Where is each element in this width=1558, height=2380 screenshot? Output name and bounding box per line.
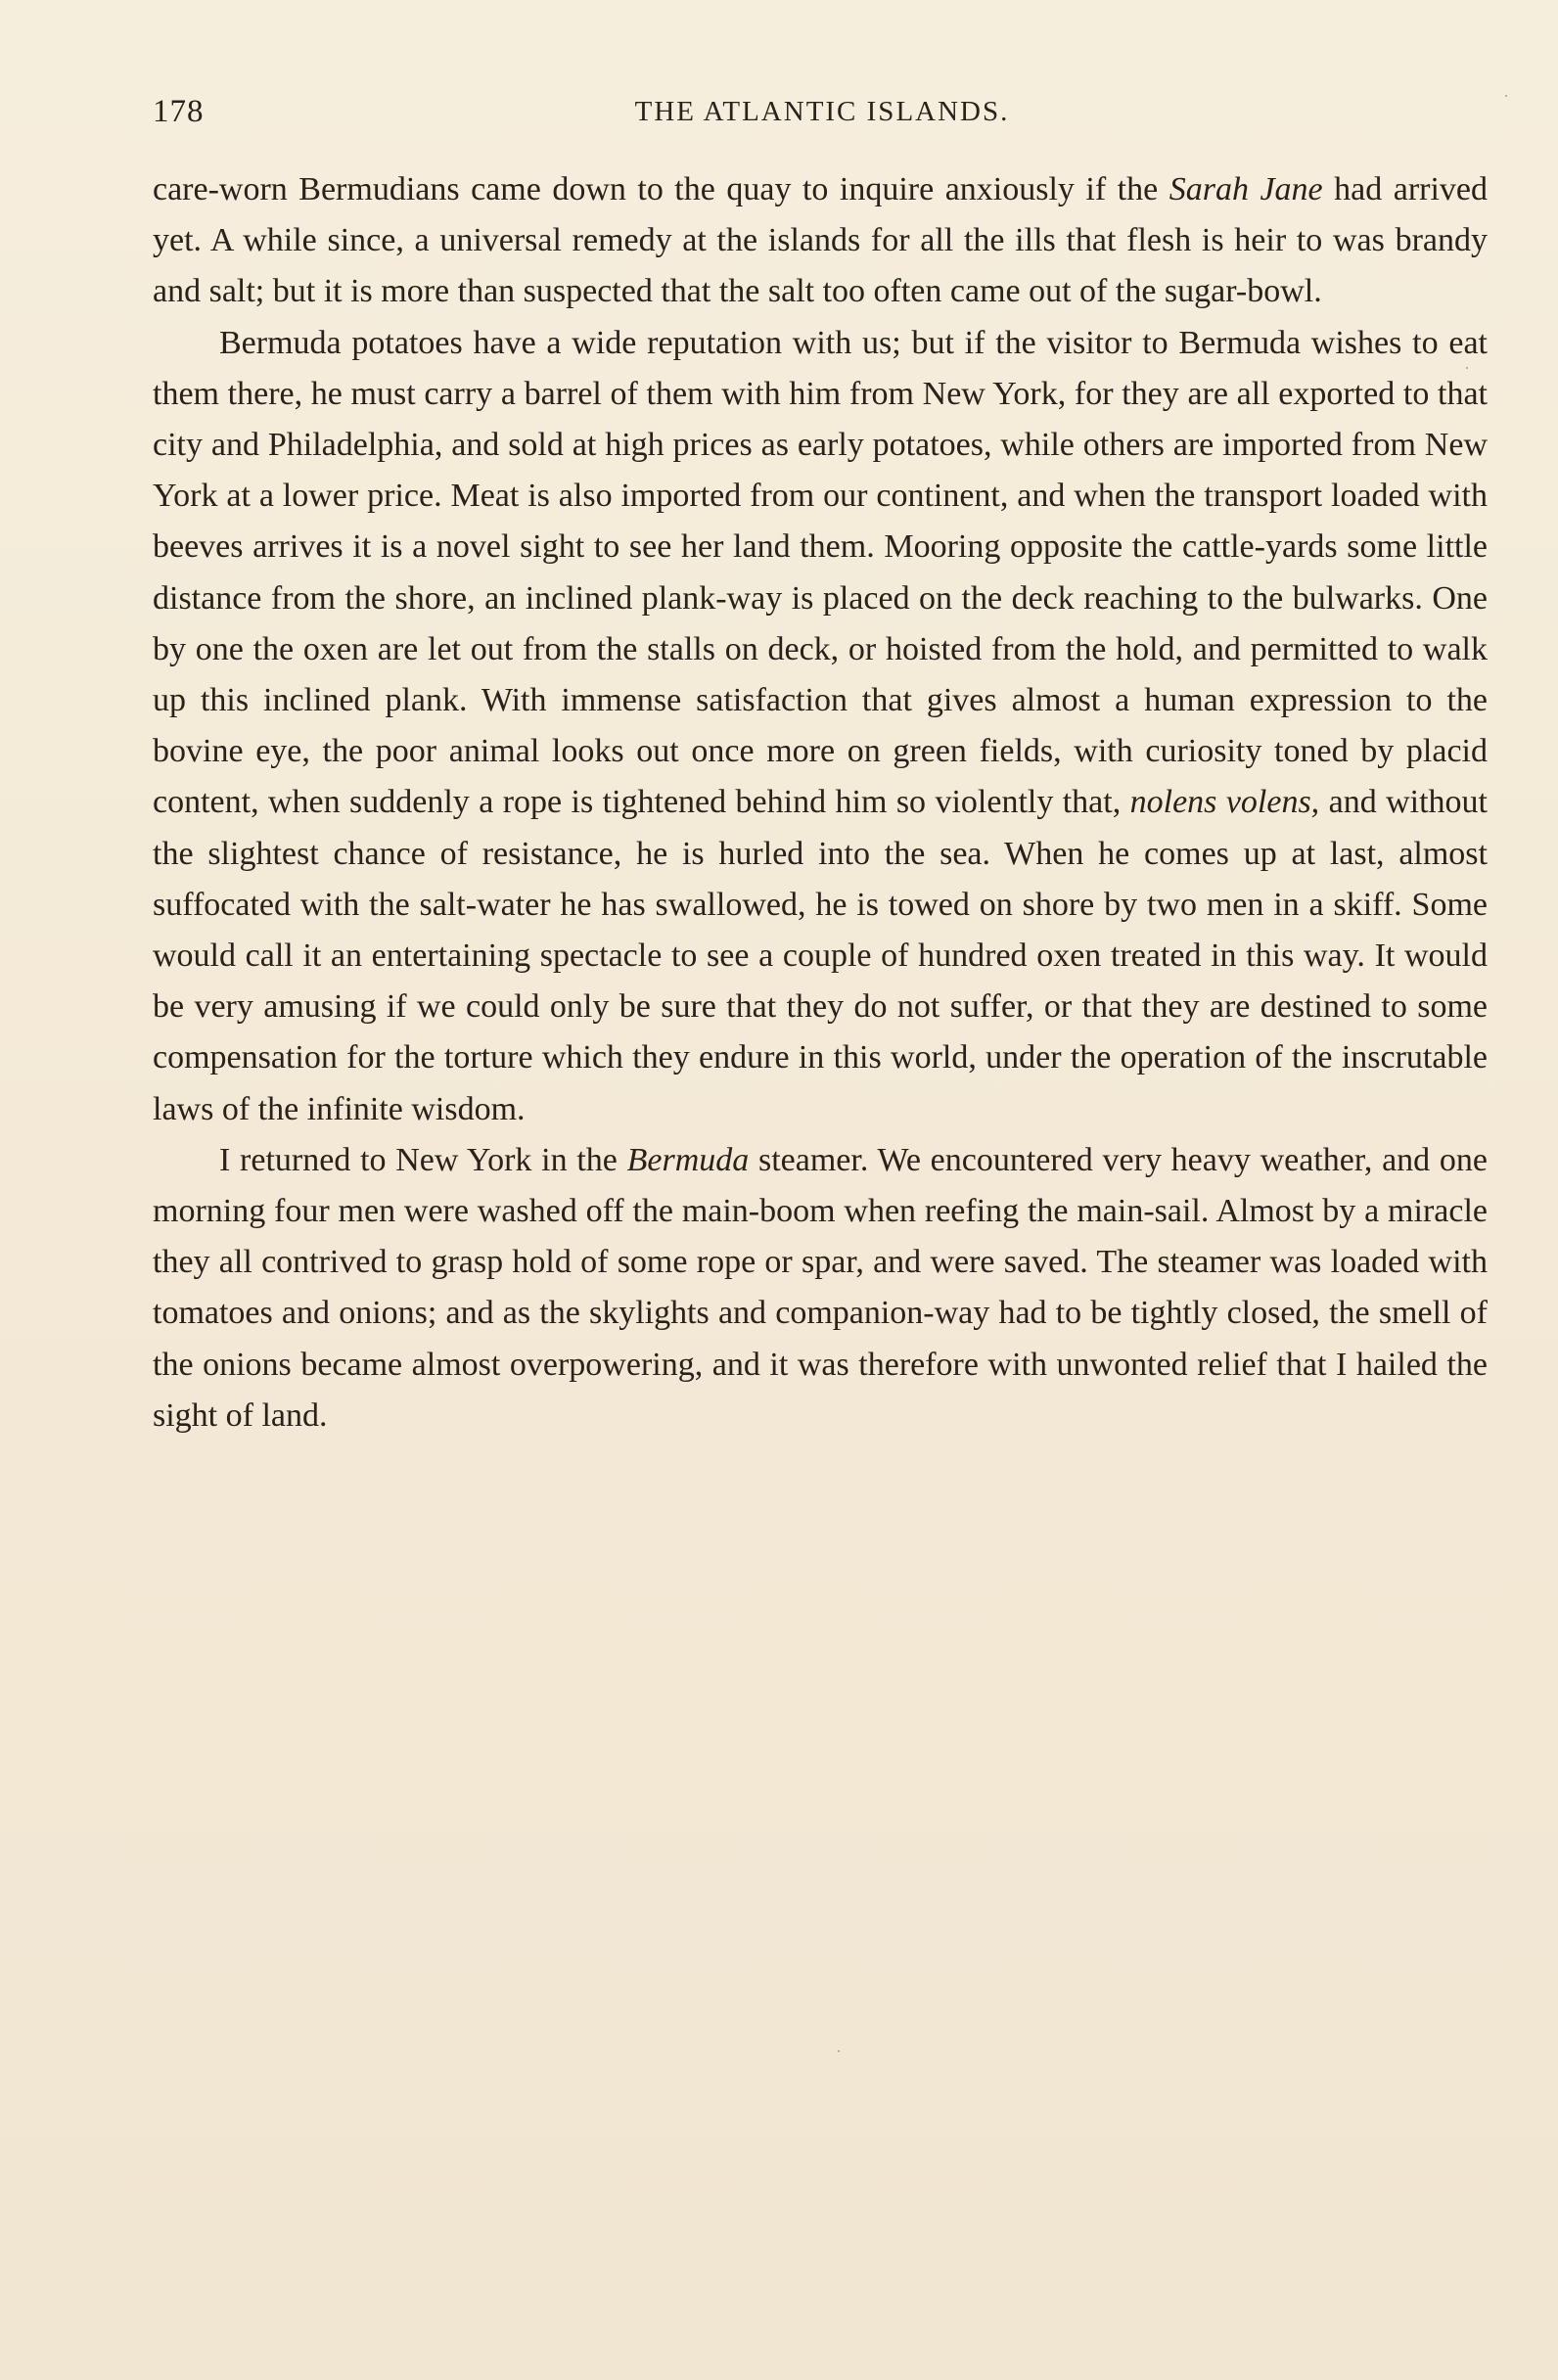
page-header bbox=[153, 94, 1491, 137]
paragraph bbox=[153, 318, 1488, 1135]
body-text bbox=[153, 164, 1488, 1442]
text-segment: care-worn Bermudians came down to the quay to inquire anxiously if the bbox=[153, 171, 1169, 207]
text-segment: Bermuda potatoes have a wide reputation with us; but if the visitor to Bermuda wishes to eat them there, he must carry a barrel of them with him from New York, for they are all exported to that city and Philadelphia, and sold at high prices as early potatoes, while others are imported from New York at a lower price. Meat is also imported from our continent, and when the transport loaded with beeves arrives it is a novel sight to see her land them. Mooring opposite the cattle-yards some little distance from the shore, an inclined plank-way is placed on the deck reaching to the bulwarks. One by one the oxen are let out from the stalls on deck, or hoisted from the hold, and permitted to walk up this inclined plank. With immense satisfaction that gives almost a human expression to the bovine eye, the poor animal looks out once more on green fields, with curiosity toned by placid content, when suddenly a rope is tightened behind him so violently that, bbox=[153, 324, 1488, 821]
italic-text: nolens volens, bbox=[1129, 784, 1320, 821]
italic-text: Sarah Jane bbox=[1168, 171, 1323, 207]
ink-speck: · bbox=[1464, 358, 1470, 378]
page-number: 178 bbox=[153, 94, 205, 129]
italic-text: Bermuda bbox=[626, 1141, 750, 1178]
ink-speck: · bbox=[1503, 86, 1509, 106]
paragraph bbox=[153, 164, 1488, 318]
text-segment: I returned to New York in the bbox=[219, 1141, 627, 1178]
ink-speck: · bbox=[836, 2041, 842, 2061]
text-segment: and without the slightest chance of resistance, he is hurled into the sea. When he comes up at last, almost suffocated with the salt-water he has swallowed, he is towed on shore by two men in a skiff. Some would call it an entertaining spectacle to see a couple of hundred oxen treated in this way. It would be very amusing if we could only be sure that they do not suffer, or that they are destined to some compensation for the torture which they endure in this world, under the operation of the inscrutable laws of the infinite wisdom. bbox=[153, 784, 1488, 1127]
text-segment: steamer. We encountered very heavy weather, and one morning four men were washed off the main-boom when reefing the main-sail. Almost by a miracle they all contrived to grasp hold of some rope or spar, and were saved. The steamer was loaded with tomatoes and onions; and as the skylights and companion-way had to be tightly closed, the smell of the onions became almost overpowering, and it was therefore with unwonted relief that I hailed the sight of land. bbox=[153, 1141, 1488, 1434]
text-segment: had arrived yet. A while since, a universal remedy at the islands for all the ills that flesh is heir to was brandy and salt; but it is more than suspected that the salt too often came out of the sugar-bowl. bbox=[153, 171, 1489, 310]
running-title: THE ATLANTIC ISLANDS. bbox=[634, 96, 1010, 127]
paragraph bbox=[153, 1135, 1488, 1442]
